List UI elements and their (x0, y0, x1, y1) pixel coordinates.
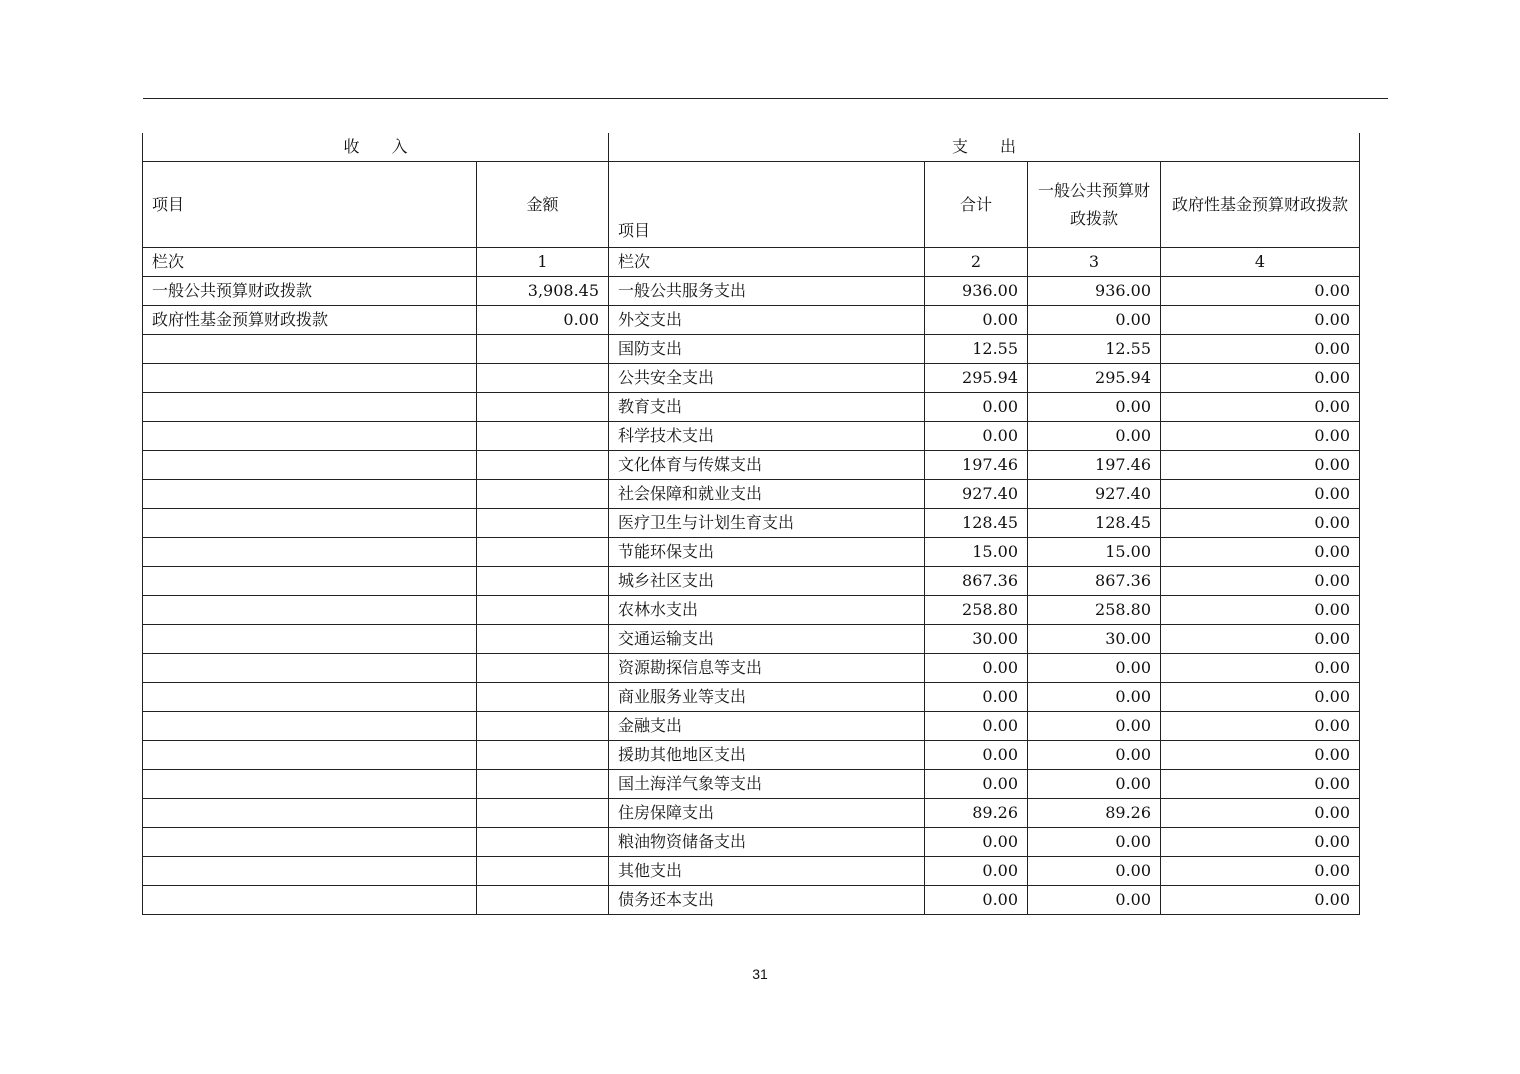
general-budget-cell: 0.00 (1028, 712, 1161, 741)
income-amount-cell (477, 683, 609, 712)
fund-budget-header: 政府性基金预算财政拨款 (1161, 162, 1360, 248)
column-index-label-left: 栏次 (143, 248, 477, 277)
column-index-row (143, 248, 1360, 277)
expense-item-cell: 农林水支出 (609, 596, 925, 625)
section-header-row (143, 133, 1360, 162)
fund-budget-cell: 0.00 (1161, 799, 1360, 828)
income-item-cell (143, 683, 477, 712)
table-row (143, 712, 1360, 741)
page-number: 31 (752, 966, 768, 982)
total-cell: 927.40 (925, 480, 1028, 509)
expense-item-cell: 教育支出 (609, 393, 925, 422)
total-cell: 0.00 (925, 857, 1028, 886)
income-amount-header: 金额 (477, 162, 609, 248)
general-budget-cell: 197.46 (1028, 451, 1161, 480)
expense-item-cell: 科学技术支出 (609, 422, 925, 451)
fund-budget-cell: 0.00 (1161, 625, 1360, 654)
expense-section-title: 支 出 (609, 133, 1360, 162)
general-budget-cell: 0.00 (1028, 741, 1161, 770)
income-amount-cell (477, 828, 609, 857)
income-amount-cell (477, 393, 609, 422)
table-row (143, 770, 1360, 799)
expense-item-cell: 金融支出 (609, 712, 925, 741)
general-budget-cell: 927.40 (1028, 480, 1161, 509)
income-amount-cell (477, 741, 609, 770)
fund-budget-cell: 0.00 (1161, 770, 1360, 799)
income-item-cell (143, 567, 477, 596)
income-item-cell (143, 480, 477, 509)
income-item-cell (143, 770, 477, 799)
total-cell: 0.00 (925, 654, 1028, 683)
total-cell: 0.00 (925, 683, 1028, 712)
column-index-label-right: 栏次 (609, 248, 925, 277)
fund-budget-cell: 0.00 (1161, 277, 1360, 306)
total-cell: 0.00 (925, 828, 1028, 857)
general-budget-cell: 295.94 (1028, 364, 1161, 393)
table-row (143, 683, 1360, 712)
expense-item-cell: 文化体育与传媒支出 (609, 451, 925, 480)
column-index-2: 2 (925, 248, 1028, 277)
table-row (143, 538, 1360, 567)
expense-item-cell: 节能环保支出 (609, 538, 925, 567)
expense-item-cell: 援助其他地区支出 (609, 741, 925, 770)
expense-item-cell: 交通运输支出 (609, 625, 925, 654)
fund-budget-cell: 0.00 (1161, 596, 1360, 625)
fund-budget-cell: 0.00 (1161, 393, 1360, 422)
total-cell: 197.46 (925, 451, 1028, 480)
income-item-cell (143, 886, 477, 915)
expense-item-cell: 住房保障支出 (609, 799, 925, 828)
expense-item-cell: 一般公共服务支出 (609, 277, 925, 306)
general-budget-cell: 89.26 (1028, 799, 1161, 828)
fund-budget-cell: 0.00 (1161, 451, 1360, 480)
income-item-header: 项目 (143, 162, 477, 248)
fund-budget-cell: 0.00 (1161, 828, 1360, 857)
table-row (143, 654, 1360, 683)
fund-budget-cell: 0.00 (1161, 567, 1360, 596)
general-budget-cell: 0.00 (1028, 857, 1161, 886)
table-row (143, 335, 1360, 364)
expense-item-cell: 城乡社区支出 (609, 567, 925, 596)
table-row (143, 277, 1360, 306)
table-row (143, 596, 1360, 625)
income-amount-cell (477, 567, 609, 596)
total-cell: 0.00 (925, 306, 1028, 335)
table-row (143, 480, 1360, 509)
table-row (143, 306, 1360, 335)
general-budget-cell: 0.00 (1028, 422, 1161, 451)
total-cell: 936.00 (925, 277, 1028, 306)
total-cell: 0.00 (925, 741, 1028, 770)
total-cell: 30.00 (925, 625, 1028, 654)
expense-item-cell: 债务还本支出 (609, 886, 925, 915)
expense-item-cell: 粮油物资储备支出 (609, 828, 925, 857)
total-header: 合计 (925, 162, 1028, 248)
table-row (143, 509, 1360, 538)
income-amount-cell (477, 857, 609, 886)
expense-item-header: 项目 (609, 162, 925, 248)
table-row (143, 886, 1360, 915)
income-item-cell: 政府性基金预算财政拨款 (143, 306, 477, 335)
income-amount-cell (477, 335, 609, 364)
income-amount-cell (477, 480, 609, 509)
table-row (143, 625, 1360, 654)
fund-budget-cell: 0.00 (1161, 335, 1360, 364)
fund-budget-cell: 0.00 (1161, 364, 1360, 393)
income-amount-cell (477, 886, 609, 915)
income-item-cell (143, 857, 477, 886)
income-amount-cell (477, 596, 609, 625)
total-cell: 0.00 (925, 886, 1028, 915)
total-cell: 867.36 (925, 567, 1028, 596)
general-budget-cell: 0.00 (1028, 393, 1161, 422)
income-amount-cell (477, 509, 609, 538)
income-amount-cell (477, 654, 609, 683)
column-index-1: 1 (477, 248, 609, 277)
fund-budget-cell: 0.00 (1161, 683, 1360, 712)
expense-item-cell: 其他支出 (609, 857, 925, 886)
total-cell: 295.94 (925, 364, 1028, 393)
fund-budget-cell: 0.00 (1161, 741, 1360, 770)
income-item-cell (143, 393, 477, 422)
table-row (143, 741, 1360, 770)
general-budget-cell: 0.00 (1028, 654, 1161, 683)
total-cell: 0.00 (925, 393, 1028, 422)
general-budget-cell: 30.00 (1028, 625, 1161, 654)
table-row (143, 857, 1360, 886)
total-cell: 0.00 (925, 422, 1028, 451)
expense-item-cell: 外交支出 (609, 306, 925, 335)
income-amount-cell (477, 538, 609, 567)
general-budget-cell: 0.00 (1028, 306, 1161, 335)
income-item-cell (143, 364, 477, 393)
budget-table (142, 133, 1360, 915)
income-amount-cell (477, 422, 609, 451)
general-budget-cell: 0.00 (1028, 828, 1161, 857)
table-row (143, 828, 1360, 857)
fund-budget-cell: 0.00 (1161, 306, 1360, 335)
fund-budget-cell: 0.00 (1161, 538, 1360, 567)
general-budget-cell: 0.00 (1028, 886, 1161, 915)
total-cell: 12.55 (925, 335, 1028, 364)
total-cell: 128.45 (925, 509, 1028, 538)
income-item-cell (143, 422, 477, 451)
total-cell: 89.26 (925, 799, 1028, 828)
income-amount-cell (477, 770, 609, 799)
table-row (143, 799, 1360, 828)
expense-item-cell: 国土海洋气象等支出 (609, 770, 925, 799)
expense-item-cell: 国防支出 (609, 335, 925, 364)
expense-item-cell: 医疗卫生与计划生育支出 (609, 509, 925, 538)
income-section-title: 收 入 (143, 133, 609, 162)
income-item-cell (143, 596, 477, 625)
table-row (143, 393, 1360, 422)
income-item-cell: 一般公共预算财政拨款 (143, 277, 477, 306)
expense-item-cell: 公共安全支出 (609, 364, 925, 393)
general-budget-cell: 128.45 (1028, 509, 1161, 538)
fund-budget-cell: 0.00 (1161, 654, 1360, 683)
total-cell: 258.80 (925, 596, 1028, 625)
fund-budget-cell: 0.00 (1161, 422, 1360, 451)
expense-item-cell: 社会保障和就业支出 (609, 480, 925, 509)
table-row (143, 422, 1360, 451)
general-budget-header: 一般公共预算财政拨款 (1028, 162, 1161, 248)
header-rule (143, 98, 1388, 99)
fund-budget-cell: 0.00 (1161, 712, 1360, 741)
income-item-cell (143, 741, 477, 770)
table-row (143, 451, 1360, 480)
income-item-cell (143, 654, 477, 683)
fund-budget-cell: 0.00 (1161, 509, 1360, 538)
general-budget-cell: 0.00 (1028, 683, 1161, 712)
income-amount-cell (477, 451, 609, 480)
general-budget-cell: 258.80 (1028, 596, 1161, 625)
income-item-cell (143, 451, 477, 480)
general-budget-cell: 15.00 (1028, 538, 1161, 567)
income-amount-cell (477, 799, 609, 828)
general-budget-cell: 0.00 (1028, 770, 1161, 799)
income-item-cell (143, 625, 477, 654)
income-item-cell (143, 335, 477, 364)
fund-budget-cell: 0.00 (1161, 480, 1360, 509)
income-item-cell (143, 538, 477, 567)
fund-budget-cell: 0.00 (1161, 886, 1360, 915)
total-cell: 15.00 (925, 538, 1028, 567)
column-header-row (143, 162, 1360, 248)
expense-item-cell: 资源勘探信息等支出 (609, 654, 925, 683)
income-item-cell (143, 509, 477, 538)
income-amount-cell (477, 625, 609, 654)
income-amount-cell: 3,908.45 (477, 277, 609, 306)
income-item-cell (143, 799, 477, 828)
column-index-3: 3 (1028, 248, 1161, 277)
total-cell: 0.00 (925, 712, 1028, 741)
general-budget-cell: 12.55 (1028, 335, 1161, 364)
income-amount-cell (477, 712, 609, 741)
expense-item-cell: 商业服务业等支出 (609, 683, 925, 712)
total-cell: 0.00 (925, 770, 1028, 799)
general-budget-cell: 936.00 (1028, 277, 1161, 306)
table-row (143, 364, 1360, 393)
general-budget-cell: 867.36 (1028, 567, 1161, 596)
income-amount-cell (477, 364, 609, 393)
fund-budget-cell: 0.00 (1161, 857, 1360, 886)
income-item-cell (143, 828, 477, 857)
column-index-4: 4 (1161, 248, 1360, 277)
table-row (143, 567, 1360, 596)
income-amount-cell: 0.00 (477, 306, 609, 335)
income-item-cell (143, 712, 477, 741)
